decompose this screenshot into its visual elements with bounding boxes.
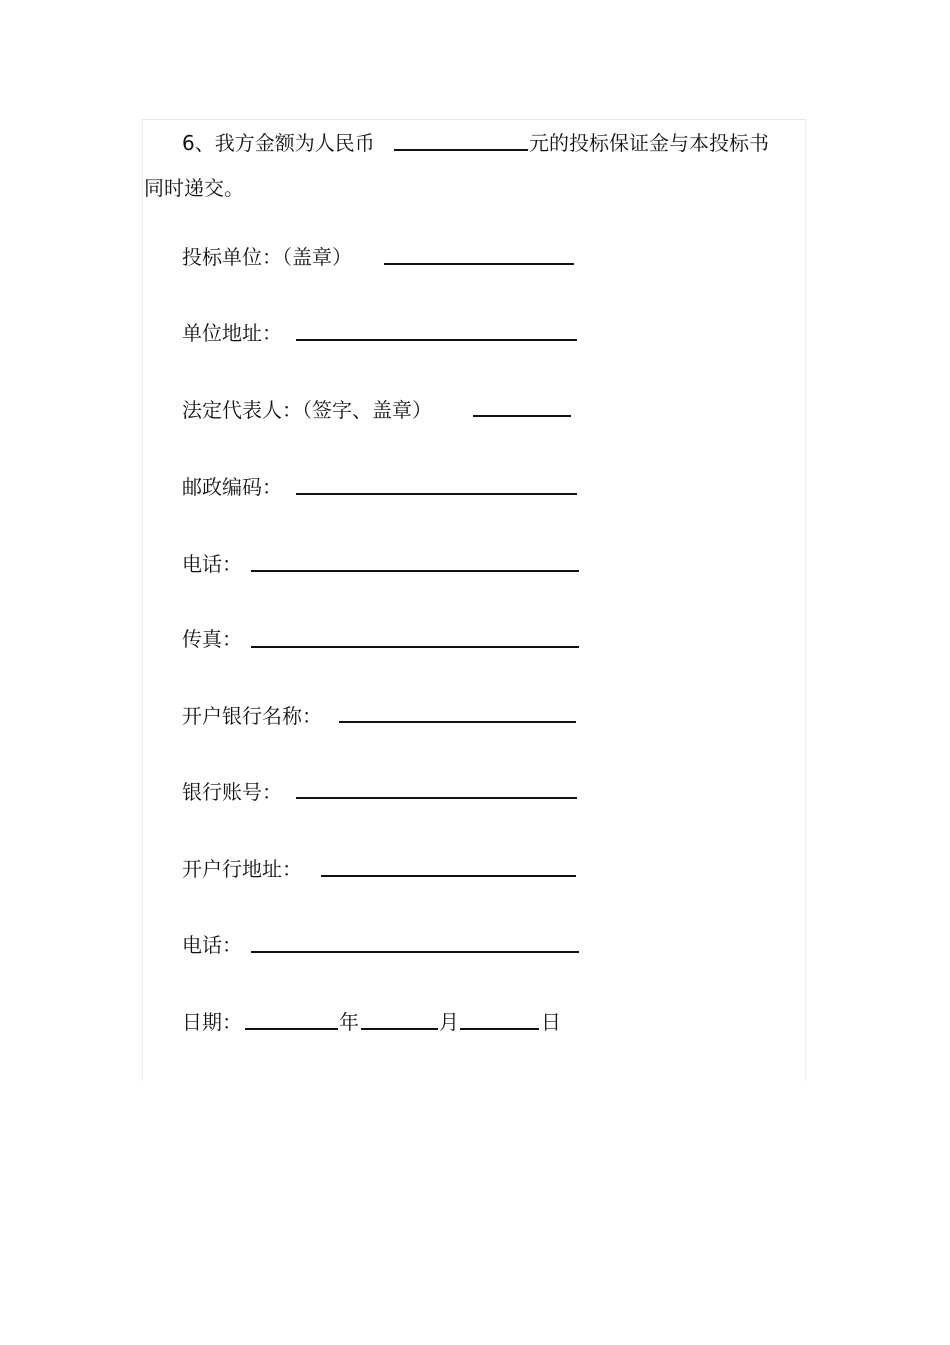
deposit-amount-blank[interactable]: [394, 149, 528, 151]
unit-address-blank[interactable]: [296, 339, 577, 341]
date-month-label: 月: [439, 1010, 459, 1034]
date-label: 日期：: [182, 1010, 242, 1034]
bank-name-label: 开户银行名称：: [182, 704, 322, 728]
bank-name-blank[interactable]: [339, 721, 576, 723]
statement-suffix: 元的投标保证金与本投标书: [529, 131, 769, 155]
date-month-blank[interactable]: [361, 1028, 438, 1030]
legal-rep-blank[interactable]: [473, 415, 571, 417]
bank-account-label: 银行账号：: [182, 780, 282, 804]
phone-label: 电话：: [182, 552, 242, 576]
date-year-label: 年: [339, 1010, 359, 1034]
phone-label-2: 电话：: [182, 933, 242, 957]
date-day-label: 日: [541, 1010, 561, 1034]
statement-continuation: 同时递交。: [144, 176, 244, 200]
date-day-blank[interactable]: [460, 1028, 539, 1030]
bidder-unit-label: 投标单位：（盖章）: [182, 245, 352, 269]
fax-blank[interactable]: [251, 646, 579, 648]
bank-address-label: 开户行地址：: [182, 857, 302, 881]
fax-label: 传真：: [182, 627, 242, 651]
date-year-blank[interactable]: [245, 1028, 338, 1030]
legal-rep-label: 法定代表人：（签字、盖章）: [182, 398, 432, 422]
bank-address-blank[interactable]: [321, 875, 576, 877]
phone-blank-2[interactable]: [251, 951, 579, 953]
bidder-unit-blank[interactable]: [384, 263, 574, 265]
statement-prefix: 6、我方金额为人民币: [182, 131, 375, 155]
postal-code-label: 邮政编码：: [182, 475, 282, 499]
phone-blank[interactable]: [251, 570, 579, 572]
bank-account-blank[interactable]: [296, 797, 577, 799]
unit-address-label: 单位地址：: [182, 321, 282, 345]
postal-code-blank[interactable]: [296, 493, 577, 495]
